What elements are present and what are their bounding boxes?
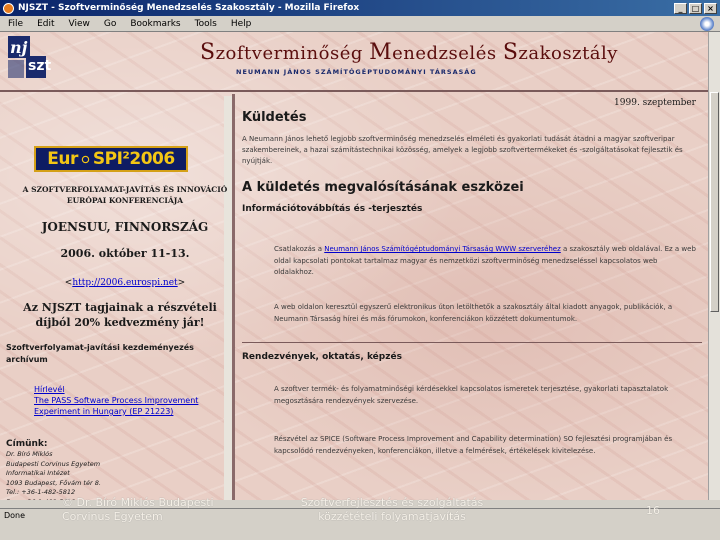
window-titlebar [0, 0, 720, 16]
status-text: Done [4, 511, 26, 520]
menu-help[interactable]: Help [230, 18, 252, 29]
throbber-icon [700, 17, 714, 31]
slide-footer-title: Szoftverfejlesztés és szolgáltatás közzétételi folyamatjavítás [300, 496, 484, 523]
firefox-icon [3, 3, 14, 14]
conference-url: <http://2006.eurospi.net> [64, 278, 186, 288]
menu-view[interactable]: View [68, 18, 90, 29]
eurospi-banner[interactable]: Eur SPI²2006 [34, 146, 188, 172]
ring-icon [80, 154, 91, 165]
slide-page-number: 16 [646, 504, 660, 517]
conference-date: 2006. október 11-13. [60, 247, 190, 260]
archive-link-experiment[interactable]: Experiment in Hungary (EP 21223) [34, 407, 174, 416]
mission-heading: Küldetés [242, 110, 307, 125]
menu-go[interactable]: Go [103, 18, 117, 29]
minimize-button[interactable]: _ [674, 3, 687, 14]
page-content [0, 32, 708, 508]
contact-line: Tel.: +36-1-482-5812 [6, 488, 76, 497]
left-sidebar [0, 94, 238, 508]
events-paragraph-2: Részvétel az SPICE (Software Process Improvement and Capability determination) SO fejlesztési programjában és kapcsolódó rendezvényeken, konferenciákon, illetve a felmérések, értékelések kivitelezése. [274, 435, 673, 455]
events-paragraph-1: A szoftver termék- és folyamatminőségi kérdésekkel kapcsolatos ismeretek terjesztése, gyakorlati tapasztalatok megosztására rendezvények szervezése. [274, 385, 669, 405]
scrollbar-thumb[interactable] [710, 92, 719, 312]
vertical-scrollbar[interactable] [708, 32, 720, 508]
njszt-www-link[interactable]: Neumann János Számítógéptudományi Társaság WWW szerveréhez [324, 245, 561, 253]
contact-line: Budapesti Corvinus Egyetem [6, 459, 101, 468]
section-divider [242, 342, 702, 343]
contact-title: Címünk: [6, 439, 48, 449]
archive-links [34, 384, 224, 417]
info-paragraph-2: A web oldalon keresztül egyszerű elektronikus úton letölthetők a szakosztály által kiadott anyagok, publikációk, a Neumann Társaság hírei és más fórumokon, konferenciákon közzétett dokumentumok. [274, 303, 673, 323]
page-date: 1999. szeptember [614, 98, 696, 108]
main-content [240, 94, 706, 508]
events-heading: Rendezvények, oktatás, képzés [242, 352, 402, 362]
page-subtitle: NEUMANN JÁNOS SZÁMÍTÓGÉPTUDOMÁNYI TÁRSASÁG [236, 68, 477, 76]
contact-line: Dr. Bíró Miklós [6, 450, 53, 458]
window-controls [674, 3, 717, 14]
info-paragraph-1: Csatlakozás a Neumann János Számítógéptudományi Társaság WWW szerveréhez a szakosztály web oldalával. Ez a web oldal kapcsolati pontokat tartalmaz magyar és nemzetközi szoftverminőség menedzseléssel kapcsolatos web oldalakhoz. [274, 245, 696, 276]
mission-text: A Neumann János lehető legjobb szoftverminőség menedzselés elméleti és gyakorlati tudását átadni a magyar szoftveripar szakembereinek, a hazai számítástechnikai közösség, amelyek a legjobb szoftvertermékeket és -szolgáltatásokat fejlesztik és nyújtják. [242, 135, 683, 165]
member-discount: Az NJSZT tagjainak a részvételi díjból 20% kedvezmény jár! [23, 301, 217, 329]
info-heading: Információtovábbítás és -terjesztés [242, 204, 423, 214]
menu-edit[interactable]: Edit [37, 18, 55, 29]
logo-text: nj [10, 38, 28, 57]
header-divider [0, 90, 708, 92]
contact-line: Informatikai Intézet [6, 469, 70, 478]
page-title: Szoftverminőség Menedzselés Szakosztály [200, 40, 618, 65]
archive-title: Szoftverfolyamat-javítási kezdeményezés archívum [6, 343, 194, 364]
close-button[interactable]: × [704, 3, 717, 14]
window-title: NJSZT - Szoftverminőség Menedzselés Szakosztály - Mozilla Firefox [18, 3, 360, 13]
conference-city: JOENSUU, FINNORSZÁG [41, 220, 209, 234]
contact-line: 1093 Budapest, Fővám tér 8. [6, 478, 101, 487]
archive-link-pass[interactable]: The PASS Software Process Improvement [34, 396, 199, 405]
menu-file[interactable]: File [8, 18, 24, 29]
logo-sub: szt [28, 58, 52, 74]
archive-link-newsletter[interactable]: Hírlevél [34, 385, 65, 394]
menu-bookmarks[interactable]: Bookmarks [130, 18, 181, 29]
njszt-logo[interactable] [8, 36, 52, 80]
slide-footer-copyright: © Dr. Bíró Miklós Budapesti Corvinus Egyetem [62, 496, 214, 523]
menu-tools[interactable]: Tools [194, 18, 217, 29]
menubar [0, 16, 720, 32]
tools-heading: A küldetés megvalósításának eszközei [242, 180, 524, 195]
maximize-button[interactable]: □ [689, 3, 702, 14]
conference-link[interactable]: http://2006.eurospi.net [72, 278, 178, 288]
conference-name: A SZOFTVERFOLYAMAT-JAVÍTÁS ÉS INNOVÁCIÓ EURÓPAI KONFERENCIÁJA [22, 185, 228, 205]
